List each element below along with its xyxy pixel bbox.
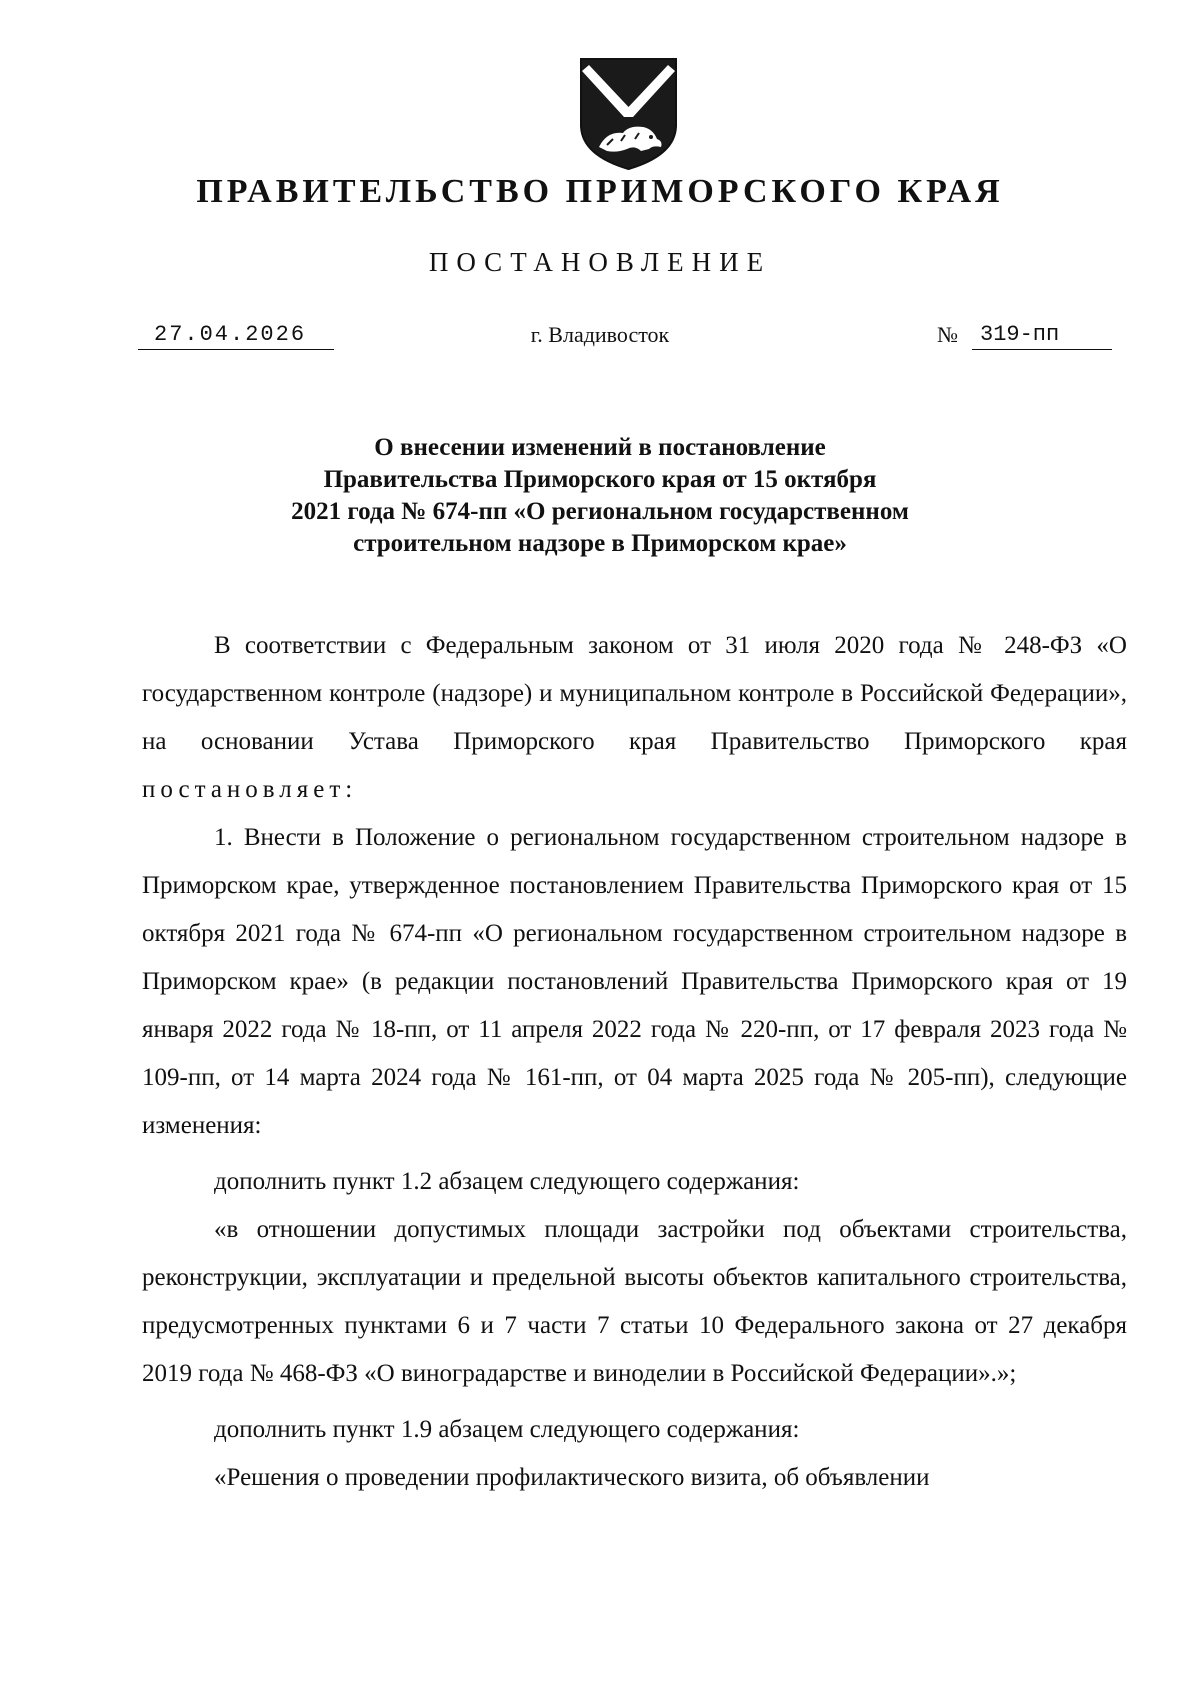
document-body [142,622,1127,1502]
preamble-end: : [345,776,353,803]
document-number: 319-пп [972,321,1112,350]
paragraph-item-1: 1. Внести в Положение о региональном государственном строительном надзоре в Приморском крае, утвержденное постановлением Правительства Приморского края от 15 октября 2021 года № 674-пп «О региональном государственном строительном надзоре в Приморском крае» (в редакции постановлений Правительства Приморского края от 19 января 2022 года № 18-пп, от 11 апреля 2022 года № 220-пп, от 17 февраля 2023 года № 109-пп, от 14 марта 2024 года № 161-пп, от 04 марта 2025 года № 205-пп), следующие изменения: [142,824,1127,1139]
heading-line: 2021 года № 674-пп «О региональном государственном [291,498,909,525]
document-city: г. Владивосток [530,322,670,347]
paragraph-preamble [142,622,1127,814]
heading-line: Правительства Приморского края от 15 октября [323,466,877,493]
organization-title: ПРАВИТЕЛЬСТВО ПРИМОРСКОГО КРАЯ [196,173,1004,210]
coat-of-arms-icon [577,55,680,173]
preamble-text: В соответствии с Федеральным законом от 31 июля 2020 года № 248-ФЗ «О государственном контроле (надзоре) и муниципальном контроле в Российской Федерации», на основании Устава Приморского края Правительство Приморского края [142,632,1127,755]
heading-line: строительном надзоре в Приморском крае» [353,530,847,557]
paragraph-amend-1-9: дополнить пункт 1.9 абзацем следующего содержания: [214,1416,800,1443]
resolves-word: постановляет [142,776,346,803]
document-number-label: № [937,322,958,347]
document-date: 27.04.2026 [138,321,334,350]
heading-line: О внесении изменений в постановление [374,434,826,461]
paragraph-quote-1-2: «в отношении допустимых площади застройки под объектами строительства, реконструкции, эксплуатации и предельной высоты объектов капитального строительства, предусмотренных пунктами 6 и 7 части 7 статьи 10 Федерального закона от 27 декабря 2019 года № 468-ФЗ «О виноградарстве и виноделии в Российской Федерации».»; [142,1216,1127,1387]
paragraph-quote-1-9: «Решения о проведении профилактического визита, об объявлении [214,1464,930,1491]
document-heading [200,432,1000,560]
document-type: ПОСТАНОВЛЕНИЕ [428,247,772,277]
paragraph-amend-1-2: дополнить пункт 1.2 абзацем следующего содержания: [214,1168,800,1195]
